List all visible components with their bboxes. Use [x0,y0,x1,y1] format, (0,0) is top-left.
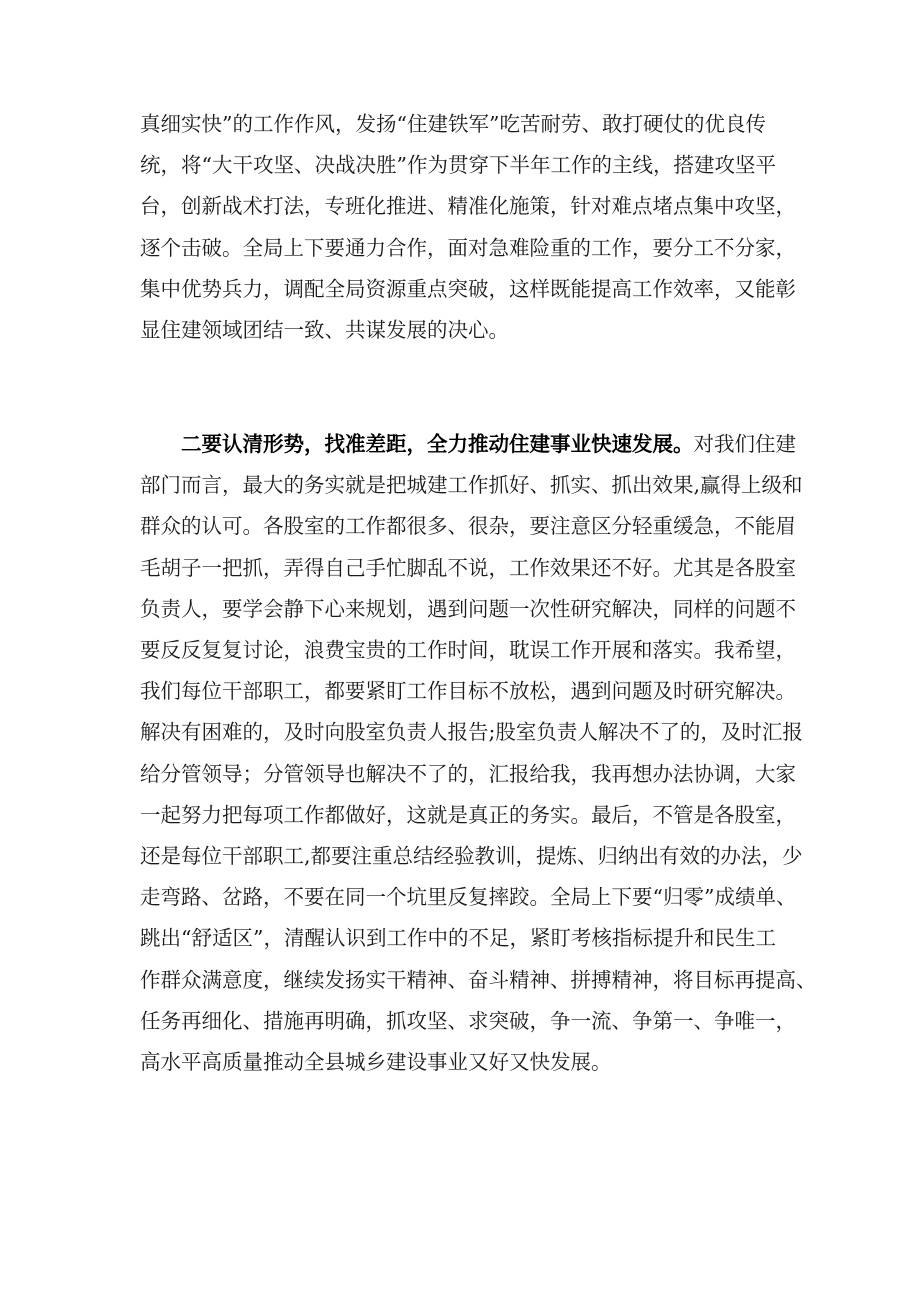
paragraph-line: 部门而言，最大的务实就是把城建工作抓好、抓实、抓出效果,赢得上级和 [140,473,803,498]
paragraph-line: 台，创新战术打法，专班化推进、精准化施策，针对难点堵点集中攻坚， [140,194,796,219]
paragraph-2 [140,424,820,1083]
paragraph-line: 作群众满意度，继续发扬实干精神、奋斗精神、拼搏精神，将目标再提高、 [140,967,817,992]
paragraph-line: 显住建领域团结一致、共谋发展的决心。 [140,318,509,343]
paragraph-line: 要反反复复讨论，浪费宝贵的工作时间，耽误工作开展和落实。我希望， [140,638,796,663]
paragraph-line: 我们每位干部职工，都要紧盯工作目标不放松，遇到问题及时研究解决。 [140,679,796,704]
paragraph-line: 毛胡子一把抓，弄得自己手忙脚乱不说，工作效果还不好。尤其是各股室 [140,555,796,580]
paragraph-line: 群众的认可。各股室的工作都很多、很杂，要注意区分轻重缓急，不能眉 [140,514,796,539]
paragraph-line: 真细实快”的工作作风，发扬“住建铁军”吃苦耐劳、敢打硬仗的优良传 [140,112,766,136]
paragraph-first-line-rest: 对我们住建 [693,432,796,456]
paragraph-line: 还是每位干部职工,都要注重总结经验教训，提炼、归纳出有效的办法，少 [140,844,803,869]
paragraph-line: 任务再细化、措施再明确，抓攻坚、求突破，争一流、争第一、争唯一， [140,1008,796,1033]
paragraph-line: 统，将“大干攻坚、决战决胜”作为贯穿下半年工作的主线，搭建攻坚平 [140,153,776,178]
paragraph-line: 解决有困难的，及时向股室负责人报告;股室负责人解决不了的，及时汇报 [140,720,803,745]
paragraph-lead-heading: 二要认清形势，找准差距，全力推动住建事业快速发展。 [181,432,694,456]
paragraph-line: 跳出“舒适区”，清醒认识到工作中的不足，紧盯考核指标提升和民生工 [140,926,776,951]
paragraph-line: 走弯路、岔路，不要在同一个坑里反复摔跤。全局上下要“归零”成绩单、 [140,885,797,910]
paragraph-first-line [140,424,820,465]
paragraph-line: 给分管领导；分管领导也解决不了的，汇报给我，我再想办法协调，大家 [140,761,796,786]
paragraph-line: 集中优势兵力，调配全局资源重点突破，这样既能提高工作效率，又能彰 [140,276,796,301]
paragraph-line: 负责人，要学会静下心来规划，遇到问题一次性研究解决，同样的问题不 [140,596,796,621]
paragraph-line: 一起努力把每项工作都做好，这就是真正的务实。最后，不管是各股室， [140,802,796,827]
paragraph-line: 逐个击破。全局上下要通力合作，面对急难险重的工作，要分工不分家， [140,235,796,260]
paragraph-1 [140,104,820,351]
paragraph-line: 高水平高质量推动全县城乡建设事业又好又快发展。 [140,1050,612,1075]
